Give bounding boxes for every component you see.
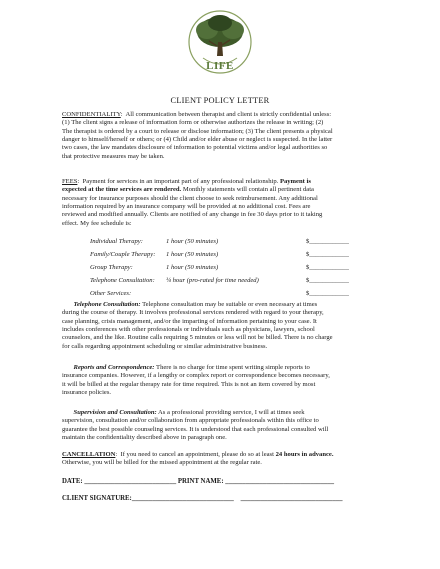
fees-section: FEES: Payment for services in an important part of any professional relationship. Payment is expected at the time services are rendered. Monthly statements will contain all pertinent data necessary for insurance purposes should the client choose to seek reimbursement. Any additional information required by an insurance company will be provided at no additional cost. Fees are reviewed and modified annually. Clients are notified of any change in fee 30 days prior to it taking effect. My fee schedule is:: [62, 178, 323, 227]
fee-service: Other Services:: [90, 290, 132, 297]
page-title: CLIENT POLICY LETTER: [170, 96, 270, 105]
fees-emphasis: expected at the time services are rendered.: [62, 186, 182, 194]
fee-row: [90, 238, 390, 247]
supervision-heading: Supervision and Consultation:: [73, 409, 157, 416]
reports-text: insurance companies. However, if a lengthy or complex report or correspondence becomes necessary,: [62, 372, 330, 380]
confidentiality-text: All communication between therapist and client is strictly confidential unless:: [125, 111, 332, 118]
telephone-text: counselors, and the like. Routine calls requiring 5 minutes or less will not be billed. There is no charge: [62, 334, 333, 342]
fee-amount-field[interactable]: $____________: [306, 238, 349, 245]
telephone-text: for calls regarding appointment scheduling or similar administrative business.: [62, 342, 268, 350]
fee-duration: 1 hour (50 minutes): [166, 238, 219, 245]
signature-field-2[interactable]: ______________________________: [240, 495, 343, 502]
signature-field[interactable]: ______________________________: [131, 495, 234, 502]
telephone-section: [62, 301, 380, 351]
fee-duration: ¼ hour (pro-rated for time needed): [166, 277, 259, 284]
fee-row: [90, 290, 390, 299]
fees-text: reviewed and modified annually. Clients are notified of any change in fee 30 days prior to it taking: [62, 211, 323, 219]
fees-emphasis: Payment is: [279, 178, 311, 185]
confidentiality-text: The therapist is ordered by a court to release or disclose information; (3) The client presents a physical: [62, 127, 333, 135]
fee-duration: 1 hour (50 minutes): [166, 251, 219, 258]
reports-text: it will be billed at the regular therapy rate for time required. This is not an item covered by most: [62, 380, 316, 388]
fee-amount-field[interactable]: $____________: [306, 264, 349, 271]
reports-heading: Reports and Correspondence:: [73, 364, 155, 371]
date-field[interactable]: ___________________________: [84, 478, 177, 485]
cancellation-heading: CANCELLATION: [62, 451, 116, 458]
fee-row: [90, 264, 390, 273]
telephone-text: case planning, crisis management, and/or the imparting of information pertaining to your case. It: [62, 317, 317, 325]
date-label: DATE:: [62, 478, 83, 485]
logo-text: LIFE: [206, 60, 234, 72]
fee-service: Group Therapy:: [90, 264, 133, 271]
fee-amount-field[interactable]: $____________: [306, 290, 349, 297]
confidentiality-text: that protective measures may be taken.: [62, 152, 165, 160]
supervision-text: supervision, consultation and/or collaboration from appropriate professionals within this office to: [62, 417, 319, 425]
fee-service: Telephone Consultation:: [90, 277, 155, 284]
print-name-label: PRINT NAME:: [177, 478, 224, 485]
telephone-heading: Telephone Consultation:: [73, 301, 141, 308]
reports-section: [62, 364, 380, 397]
confidentiality-section: CONFIDENTIALITY: All communication between therapist and client is strictly confidential unless: (1) The client signs a release of information form or otherwise authorizes the release in writing; (2) The therapist is ordered by a court to release or disclose information; (3) The client presents a physical danger to himself/herself or others; or (4) Child and/or elder abuse or neglect is suspected. In the latter two cases, the law mandates disclosure of information to potential victims and/or legal authorities so that protective measures may be taken.: [62, 111, 333, 160]
telephone-text: includes conferences with other professionals or individuals such as physicians, lawyers, school: [62, 326, 315, 334]
confidentiality-text: two cases, the law mandates disclosure of information to potential victims and/or legal authorities so: [62, 144, 328, 152]
supervision-section: [62, 409, 380, 442]
cancellation-section: CANCELLATION: If you need to cancel an appointment, please do so at least 24 hours in advance. Otherwise, you will be billed for the missed appointment at the regular rate.: [62, 451, 334, 467]
fee-service: Family/Couple Therapy:: [90, 251, 156, 258]
fee-amount-field[interactable]: $____________: [306, 251, 349, 258]
fees-text: information required by an insurance company will be provided at no additional cost. Fees are: [62, 203, 311, 211]
fees-text: Payment for services in an important part of any professional relationship.: [82, 178, 279, 185]
fees-text: necessary for insurance purposes should the client choose to seek reimbursement. Any additional: [62, 194, 318, 202]
signature-row: [62, 495, 343, 502]
fee-row: [90, 251, 390, 260]
fees-heading: FEES: [62, 178, 78, 185]
reports-text: There is no charge for time spent writing simple reports to: [156, 364, 310, 371]
supervision-text: guarantee the best possible counseling services. It is understood that each professional consulted will: [62, 425, 329, 433]
confidentiality-heading: CONFIDENTIALITY: [62, 111, 121, 118]
fee-row: [90, 277, 390, 286]
telephone-text: Telephone consultation may be suitable or even necessary at times: [142, 301, 318, 308]
fee-duration: 1 hour (50 minutes): [166, 264, 219, 271]
signature-label: CLIENT SIGNATURE:: [62, 495, 132, 502]
fee-amount-field[interactable]: $____________: [306, 277, 349, 284]
fees-text: Monthly statements will contain all pertinent data: [182, 186, 314, 194]
telephone-text: during the course of therapy. It involves professional services rendered with regard to your therapy,: [62, 309, 324, 317]
supervision-text: maintain the confidentiality described above in paragraph one.: [62, 434, 227, 442]
date-print-row: [62, 478, 334, 485]
print-name-field[interactable]: ________________________________: [225, 478, 335, 485]
supervision-text: As a professional providing service, I will at times seek: [158, 409, 305, 416]
confidentiality-text: danger to himself/herself or others; or (4) Child and/or elder abuse or neglect is suspected. In the latter: [62, 136, 333, 144]
cancellation-text: If you need to cancel an appointment, please do so at least: [120, 451, 274, 458]
reports-text: insurance policies.: [62, 389, 112, 397]
cancellation-text: Otherwise, you will be billed for the missed appointment at the regular rate.: [62, 459, 262, 467]
fees-text: effect. My fee schedule is:: [62, 219, 132, 227]
confidentiality-text: (1) The client signs a release of information form or otherwise authorizes the release in writing; (2): [62, 119, 324, 127]
fee-service: Individual Therapy:: [90, 238, 143, 245]
cancellation-emphasis: 24 hours in advance.: [275, 451, 334, 458]
life-logo: [187, 8, 253, 82]
